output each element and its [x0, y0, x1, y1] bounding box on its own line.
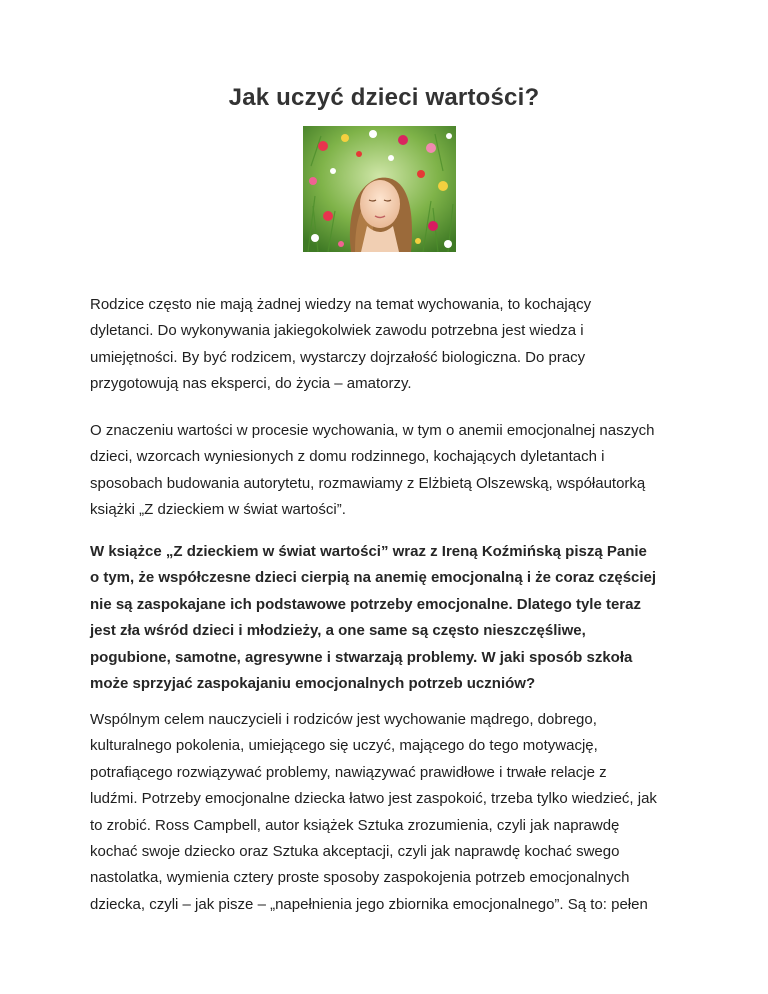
paragraph-line: to zrobić. Ross Campbell, autor książek Sztuka zrozumienia, czyli jak naprawdę [90, 816, 620, 834]
paragraph-line: sposobach budowania autorytetu, rozmawiamy z Elżbietą Olszewską, współautorką [90, 474, 646, 492]
page-title: Jak uczyć dzieci wartości? [228, 84, 540, 111]
paragraph-line: nastolatka, wymienia cztery proste sposoby zaspokojenia potrzeb emocjonalnych [90, 869, 630, 887]
paragraph-line: kochać swoje dziecko oraz Sztuka akceptacji, czyli jak naprawdę kochać swego [90, 843, 620, 861]
paragraph-line: może sprzyjać zaspokajaniu emocjonalnych potrzeb uczniów? [90, 675, 536, 693]
paragraph-line: pogubione, samotne, agresywne i stwarzają problemy. W jaki sposób szkoła [90, 648, 633, 666]
paragraph-line: potrafiącego rozwiązywać problemy, nawiązywać prawidłowe i trwałe relacje z [90, 763, 607, 781]
paragraph-line: umiejętności. By być rodzicem, wystarczy dojrzałość biologiczna. Do pracy [90, 348, 586, 366]
paragraph-2 [90, 418, 690, 524]
paragraph-line: jest zła wśród dzieci i młodzieży, a one same są często nieszczęśliwe, [90, 622, 586, 640]
paragraph-line: Wspólnym celem nauczycieli i rodziców jest wychowanie mądrego, dobrego, [90, 711, 597, 728]
paragraph-line: W książce „Z dzieckiem w świat wartości” wraz z Ireną Koźmińską piszą Panie [90, 543, 647, 560]
paragraph-line: Rodzice często nie mają żadnej wiedzy na temat wychowania, to kochający [90, 296, 592, 313]
paragraph-line: książki „Z dzieckiem w świat wartości”. [90, 501, 346, 519]
paragraph-line: dzieci, wzorcach wyniesionych z domu rodzinnego, kochających dyletantach i [90, 448, 605, 466]
child-in-flowers-image [303, 126, 456, 252]
interview-question [90, 539, 690, 697]
paragraph-line: przygotowują nas eksperci, do życia – amatorzy. [90, 375, 412, 393]
paragraph-line: dziecka, czyli – jak pisze – „napełnienia jego zbiornika emocjonalnego”. Są to: pełen [90, 895, 648, 913]
paragraph-line: nie są zaspokajane ich podstawowe potrzeby emocjonalne. Dlatego tyle teraz [90, 595, 641, 613]
paragraph-line: dyletanci. Do wykonywania jakiegokolwiek zawodu potrzebna jest wiedza i [90, 322, 584, 340]
paragraph-line: kulturalnego pokolenia, umiejącego się uczyć, mającego do tego motywację, [90, 737, 598, 755]
paragraph-line: ludźmi. Potrzeby emocjonalne dziecka łatwo jest zaspokoić, trzeba tylko wiedzieć, jak [90, 790, 657, 808]
paragraph-1 [90, 292, 690, 398]
paragraph-line: O znaczeniu wartości w procesie wychowania, w tym o anemii emocjonalnej naszych [90, 422, 655, 439]
paragraph-line: o tym, że współczesne dzieci cierpią na anemię emocjonalną i że coraz częściej [90, 569, 657, 587]
article-photo [303, 126, 456, 252]
paragraph-4 [90, 707, 690, 918]
